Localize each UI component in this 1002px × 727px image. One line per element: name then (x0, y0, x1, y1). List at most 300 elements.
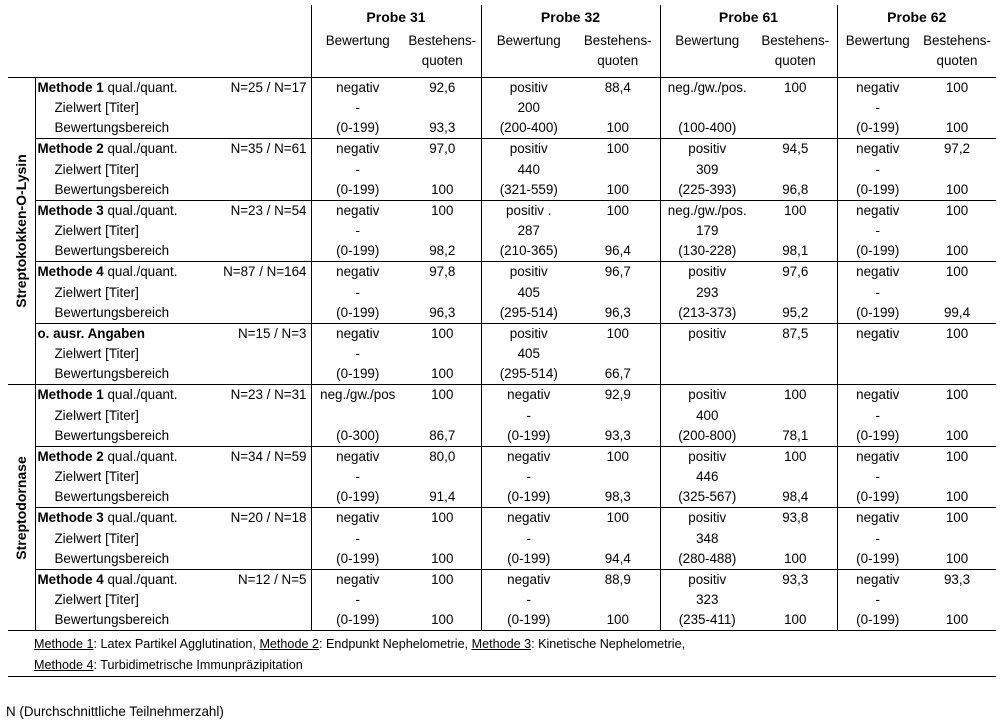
zielwert-value: - (875, 469, 880, 484)
zielwert-value: 323 (696, 592, 719, 607)
bestehensquote-value (576, 590, 660, 610)
table-row (8, 529, 996, 549)
probe-header: Probe 32 (481, 5, 660, 31)
bewertungsbereich-label: Bewertungsbereich (35, 610, 311, 631)
bestehensquote-value: 100 (918, 323, 996, 344)
table-row (8, 139, 996, 160)
bewertungsbereich-value: (0-199) (336, 612, 380, 627)
table-row (8, 487, 996, 508)
zielwert-value: - (355, 161, 360, 177)
method-name: Methode 3 (37, 510, 104, 525)
bestehensquote-value: 87,5 (754, 323, 837, 344)
bestehensquote-value: 100 (404, 508, 481, 529)
bestehensquote-value (918, 364, 996, 385)
bewertung-value: negativ (311, 323, 404, 344)
bestehensquote-value: 80,0 (404, 446, 481, 467)
bestehensquote-value: 98,3 (576, 487, 660, 508)
bewertungsbereich-value: (0-199) (856, 181, 900, 197)
bewertungsbereich-value: (0-199) (336, 550, 380, 566)
table-row (8, 180, 996, 201)
bestehensquote-value: 100 (404, 180, 481, 201)
zielwert-value: - (355, 223, 360, 238)
zielwert-value: - (875, 284, 880, 300)
method-name-cell (35, 446, 311, 467)
bewertung-value: negativ (837, 77, 918, 98)
bewertungsbereich-label: Bewertungsbereich (35, 180, 311, 201)
bewertung-value: positiv . (481, 200, 576, 221)
bewertung-value: negativ (311, 262, 404, 283)
table-row (8, 303, 996, 324)
participant-count: N=23 / N=31 (230, 387, 307, 402)
method-name-cell (35, 139, 311, 160)
bewertung-value: negativ (837, 323, 918, 344)
bestehensquote-value (576, 467, 660, 487)
bewertung-value: negativ (311, 508, 404, 529)
bestehensquote-value (576, 283, 660, 303)
participant-count: N=23 / N=54 (230, 202, 307, 218)
bestehensquote-value: 97,6 (754, 262, 837, 283)
bestehensquoten-line-1: Bestehens- (923, 33, 991, 48)
bestehensquote-value (754, 98, 837, 118)
method-qual: qual./quant. (107, 448, 178, 464)
table-row (8, 221, 996, 241)
bewertung-value: negativ (837, 385, 918, 406)
bestehensquote-value: 96,3 (576, 303, 660, 324)
zielwert-value: - (526, 592, 531, 607)
bewertung-header: Bewertung (845, 33, 910, 48)
table-row (8, 241, 996, 262)
bewertungsbereich-value: (0-199) (507, 489, 551, 504)
bestehensquote-value: 100 (918, 446, 996, 467)
bestehensquote-value: 100 (754, 77, 837, 98)
bestehensquote-value (754, 344, 837, 364)
bestehensquote-value (918, 529, 996, 549)
table-row (8, 98, 996, 118)
bewertungsbereich-value: (295-514) (499, 366, 558, 381)
method-legend-name: Methode 3 (471, 637, 532, 651)
bestehensquote-value: 93,3 (754, 569, 837, 590)
bewertungsbereich-value (660, 364, 754, 385)
bewertung-value: positiv (660, 385, 754, 406)
zielwert-value: - (526, 530, 531, 546)
bestehensquote-value: 100 (576, 118, 660, 139)
bewertung-value: neg./gw./pos. (660, 200, 754, 221)
bestehensquote-value (404, 283, 481, 303)
zielwert-label: Zielwert [Titer] (35, 590, 311, 610)
bestehensquote-value (576, 98, 660, 118)
method-legend-text: : Turbidimetrische Immunpräzipitation (93, 658, 303, 672)
bestehensquote-value: 100 (918, 508, 996, 529)
method-name: Methode 4 (37, 264, 104, 279)
bewertungsbereich-label: Bewertungsbereich (35, 487, 311, 508)
zielwert-label: Zielwert [Titer] (35, 98, 311, 118)
bewertung-value: negativ (311, 446, 404, 467)
bestehensquote-value (918, 406, 996, 426)
zielwert-label: Zielwert [Titer] (35, 160, 311, 180)
bestehensquote-value: 93,8 (754, 508, 837, 529)
method-name: Methode 2 (37, 141, 104, 156)
participant-count: N=25 / N=17 (230, 79, 307, 95)
probe-header: Probe 61 (660, 5, 837, 31)
bestehensquote-value: 100 (918, 200, 996, 221)
bestehensquote-value (918, 283, 996, 303)
bestehensquote-value (404, 98, 481, 118)
bestehensquote-value (754, 160, 837, 180)
method-name: Methode 4 (37, 571, 104, 587)
zielwert-value: - (875, 100, 880, 115)
table-row (8, 549, 996, 570)
bewertungsbereich-value: (213-373) (678, 304, 737, 320)
bestehensquoten-header (576, 31, 660, 77)
zielwert-value (660, 98, 754, 118)
bestehensquote-value: 100 (754, 549, 837, 570)
bewertungsbereich-value: (0-199) (336, 243, 380, 258)
bewertung-value: negativ (837, 200, 918, 221)
bestehensquote-value (404, 529, 481, 549)
bewertungsbereich-value: (0-199) (856, 120, 900, 135)
participant-count: N=87 / N=164 (223, 264, 307, 279)
bewertung-value: negativ (311, 200, 404, 221)
bestehensquote-value: 100 (576, 446, 660, 467)
participant-count: N=34 / N=59 (230, 448, 307, 464)
method-legend-text: : Kinetische Nephelometrie, (531, 637, 686, 651)
bestehensquote-value: 93,3 (404, 118, 481, 139)
bestehensquote-value: 100 (918, 385, 996, 406)
zielwert-value: 400 (696, 407, 719, 423)
bestehensquote-value (754, 221, 837, 241)
participant-count: N=15 / N=3 (238, 325, 307, 341)
bestehensquote-value (404, 467, 481, 487)
bestehensquote-value: 100 (404, 364, 481, 385)
zielwert-value (837, 344, 918, 364)
bewertung-value: positiv (660, 262, 754, 283)
bestehensquote-value (918, 98, 996, 118)
method-name-cell (35, 262, 311, 283)
bestehensquote-value (918, 467, 996, 487)
bestehensquote-value (754, 406, 837, 426)
table-row (8, 364, 996, 385)
bewertung-value: positiv (481, 77, 576, 98)
bestehensquote-value (576, 406, 660, 426)
bestehensquote-value (754, 529, 837, 549)
bestehensquote-value (918, 221, 996, 241)
bestehensquote-value: 100 (576, 180, 660, 201)
column-header-row (8, 31, 996, 77)
footnote-row (8, 655, 996, 677)
method-qual: qual./quant. (107, 571, 178, 587)
bestehensquote-value (754, 118, 837, 139)
zielwert-value: 405 (517, 284, 540, 300)
bestehensquoten-line-2: quoten (774, 53, 816, 68)
bewertung-header: Bewertung (325, 33, 390, 48)
bestehensquote-value: 93,3 (576, 426, 660, 447)
bestehensquote-value: 92,9 (576, 385, 660, 406)
zielwert-value: 309 (696, 161, 719, 177)
bestehensquote-value: 100 (945, 612, 969, 627)
bestehensquote-value: 97,0 (404, 139, 481, 160)
bewertung-value: negativ (311, 139, 404, 160)
bestehensquote-value: 86,7 (404, 426, 481, 447)
bestehensquote-value: 98,2 (404, 241, 481, 262)
bestehensquoten-header (918, 31, 996, 77)
bewertung-value: negativ (837, 262, 918, 283)
bestehensquote-value (404, 221, 481, 241)
zielwert-value: - (875, 530, 880, 546)
bewertungsbereich-value: (0-199) (856, 427, 900, 443)
bestehensquote-value (576, 529, 660, 549)
bestehensquote-value: 78,1 (754, 426, 837, 447)
category-label-text: Streptodornase (13, 455, 30, 560)
bewertungsbereich-value: (0-199) (856, 550, 900, 566)
bestehensquote-value: 100 (754, 610, 837, 631)
zielwert-value: - (875, 161, 880, 177)
bewertungsbereich-label: Bewertungsbereich (35, 364, 311, 385)
bewertung-value: negativ (837, 569, 918, 590)
bewertungsbereich-label: Bewertungsbereich (35, 426, 311, 447)
bewertung-value: neg./gw./pos. (660, 77, 754, 98)
bewertungsbereich-label: Bewertungsbereich (35, 549, 311, 570)
table-row (8, 385, 996, 406)
zielwert-value: 348 (696, 530, 719, 546)
zielwert-value: 405 (517, 346, 540, 361)
bestehensquote-value: 100 (945, 489, 969, 504)
method-legend-line-2 (8, 655, 996, 677)
method-name: Methode 1 (37, 387, 104, 402)
table-row (8, 77, 996, 98)
zielwert-value: - (875, 223, 880, 238)
bestehensquote-value: 100 (945, 181, 969, 197)
bewertung-value: neg./gw./pos (311, 385, 404, 406)
method-legend-line-1 (8, 631, 996, 656)
zielwert-value: 293 (696, 284, 719, 300)
table-row (8, 467, 996, 487)
zielwert-value (311, 406, 404, 426)
bestehensquote-value: 98,4 (754, 487, 837, 508)
bestehensquote-value: 100 (404, 569, 481, 590)
bestehensquoten-line-2: quoten (421, 53, 463, 68)
bewertung-value: positiv (660, 139, 754, 160)
method-name-cell (35, 569, 311, 590)
method-name: Methode 3 (37, 202, 104, 218)
method-qual: qual./quant. (107, 387, 178, 402)
bestehensquoten-line-1: Bestehens- (583, 33, 652, 48)
zielwert-label: Zielwert [Titer] (35, 406, 311, 426)
bestehensquote-value: 100 (918, 77, 996, 98)
bewertungsbereich-value (837, 364, 918, 385)
bestehensquote-value: 95,2 (754, 303, 837, 324)
method-name-cell (35, 77, 311, 98)
method-legend-name: Methode 1 (34, 637, 94, 651)
category-label (8, 77, 35, 385)
bewertungsbereich-value: (0-199) (336, 489, 380, 504)
method-legend-name: Methode 2 (259, 637, 319, 651)
bestehensquote-value: 100 (945, 427, 969, 443)
bewertungsbereich-value: (235-411) (678, 612, 736, 627)
bewertungsbereich-label: Bewertungsbereich (35, 303, 311, 324)
bestehensquote-value (918, 160, 996, 180)
bestehensquote-value (576, 160, 660, 180)
bestehensquoten-header (404, 31, 481, 77)
method-qual: qual./quant. (107, 202, 178, 218)
bestehensquote-value (754, 590, 837, 610)
bewertungsbereich-value: (0-199) (507, 550, 551, 566)
method-name-cell (35, 385, 311, 406)
bewertung-header: Bewertung (496, 33, 561, 48)
bewertungsbereich-value: (0-199) (507, 612, 551, 627)
bestehensquote-value: 91,4 (404, 487, 481, 508)
bestehensquoten-line-1: Bestehens- (761, 33, 830, 48)
bestehensquote-value: 100 (576, 508, 660, 529)
results-table (8, 5, 996, 677)
table-row (8, 508, 996, 529)
bewertung-value: positiv (660, 508, 754, 529)
bestehensquote-value: 96,8 (754, 180, 837, 201)
bewertungsbereich-value: (200-400) (499, 120, 558, 135)
bewertung-value: negativ (837, 139, 918, 160)
bestehensquote-value: 100 (576, 200, 660, 221)
method-name: Methode 1 (37, 79, 104, 95)
footnote-row (8, 631, 996, 656)
bestehensquote-value: 100 (576, 610, 660, 631)
zielwert-value: 200 (517, 100, 540, 115)
bestehensquote-value: 100 (404, 323, 481, 344)
bewertung-value: negativ (481, 446, 576, 467)
probe-header-row (8, 5, 996, 31)
bewertung-value: negativ (311, 77, 404, 98)
bestehensquote-value: 96,3 (404, 303, 481, 324)
bewertung-value: positiv (481, 262, 576, 283)
method-qual: qual./quant. (107, 141, 178, 156)
bewertungsbereich-value: (0-199) (336, 366, 380, 381)
bestehensquote-value: 99,4 (943, 304, 971, 320)
bewertung-value: negativ (837, 446, 918, 467)
bestehensquote-value (918, 590, 996, 610)
bewertung-value: negativ (311, 569, 404, 590)
bestehensquote-value: 100 (404, 610, 481, 631)
bestehensquote-value (404, 160, 481, 180)
zielwert-label: Zielwert [Titer] (35, 283, 311, 303)
bestehensquote-value (754, 364, 837, 385)
bestehensquote-value (754, 283, 837, 303)
table-row (8, 426, 996, 447)
bestehensquote-value: 94,4 (576, 549, 660, 570)
probe-header: Probe 62 (887, 9, 947, 25)
zielwert-value: - (355, 100, 360, 115)
zielwert-label: Zielwert [Titer] (35, 344, 311, 364)
bewertungsbereich-value: (130-228) (678, 243, 737, 258)
method-qual: qual./quant. (107, 264, 178, 279)
bestehensquote-value: 100 (404, 200, 481, 221)
bewertung-value: positiv (481, 139, 576, 160)
bewertung-value: positiv (660, 569, 754, 590)
bewertungsbereich-value: (200-800) (678, 427, 737, 443)
bewertungsbereich-value: (225-393) (678, 181, 737, 197)
method-name-cell (35, 200, 311, 221)
table-row (8, 406, 996, 426)
participant-count: N=12 / N=5 (238, 571, 307, 587)
zielwert-value: - (526, 469, 531, 484)
table-row (8, 160, 996, 180)
bewertungsbereich-value: (0-199) (336, 181, 380, 197)
zielwert-value: - (355, 592, 360, 607)
zielwert-value: - (355, 530, 360, 546)
method-name: o. ausr. Angaben (37, 325, 145, 341)
bestehensquote-value: 100 (945, 120, 969, 135)
bestehensquote-value: 100 (754, 200, 837, 221)
bewertung-value: positiv (660, 323, 754, 344)
bewertungsbereich-value: (210-365) (499, 243, 558, 258)
zielwert-value: 179 (696, 223, 719, 238)
table-row (8, 446, 996, 467)
bestehensquote-value: 94,5 (754, 139, 837, 160)
zielwert-label: Zielwert [Titer] (35, 221, 311, 241)
zielwert-value (660, 344, 754, 364)
bestehensquote-value: 100 (754, 385, 837, 406)
bestehensquote-value: 93,3 (918, 569, 996, 590)
bestehensquote-value: 96,7 (576, 262, 660, 283)
method-qual: qual./quant. (107, 510, 178, 525)
bewertungsbereich-value: (295-514) (499, 304, 558, 320)
table-row (8, 118, 996, 139)
method-legend-name: Methode 4 (34, 658, 94, 672)
bestehensquote-value: 100 (945, 550, 969, 566)
bestehensquote-value: 98,1 (754, 241, 837, 262)
bestehensquote-value (404, 406, 481, 426)
bestehensquote-value: 97,8 (404, 262, 481, 283)
bewertung-value: negativ (481, 508, 576, 529)
table-row (8, 323, 996, 344)
bestehensquote-value: 88,4 (576, 77, 660, 98)
table-row (8, 262, 996, 283)
bewertungsbereich-value: (0-199) (507, 427, 551, 443)
bestehensquote-value: 100 (404, 385, 481, 406)
bewertungsbereich-label: Bewertungsbereich (35, 241, 311, 262)
bestehensquoten-line-1: Bestehens- (408, 33, 477, 48)
bestehensquote-value: 97,2 (918, 139, 996, 160)
zielwert-value: - (355, 284, 360, 300)
bestehensquote-value (404, 590, 481, 610)
category-label (8, 385, 35, 631)
bestehensquote-value: 100 (918, 262, 996, 283)
zielwert-value: - (875, 407, 880, 423)
bewertung-value: positiv (660, 446, 754, 467)
zielwert-label: Zielwert [Titer] (35, 467, 311, 487)
bestehensquote-value (576, 344, 660, 364)
bestehensquote-value: 66,7 (576, 364, 660, 385)
bewertungsbereich-value: (0-199) (856, 612, 900, 627)
bestehensquote-value: 100 (754, 446, 837, 467)
bestehensquote-value: 100 (945, 243, 969, 258)
probe-header: Probe 31 (311, 5, 481, 31)
bestehensquoten-line-2: quoten (597, 53, 639, 68)
bewertungsbereich-value: (321-559) (499, 181, 558, 197)
n-footnote: N (Durchschnittliche Teilnehmerzahl) (6, 704, 224, 719)
bewertungsbereich-label: Bewertungsbereich (35, 118, 311, 139)
table-row (8, 590, 996, 610)
bewertungsbereich-value: (325-567) (678, 489, 737, 504)
bestehensquote-value: 88,9 (576, 569, 660, 590)
bestehensquote-value: 100 (404, 549, 481, 570)
zielwert-value: 287 (517, 223, 540, 238)
bewertung-header: Bewertung (675, 33, 740, 48)
bewertung-value: negativ (481, 569, 576, 590)
method-qual: qual./quant. (107, 79, 178, 95)
zielwert-value: - (526, 407, 531, 423)
bestehensquote-value (576, 221, 660, 241)
zielwert-value: 446 (696, 469, 719, 484)
participant-count: N=35 / N=61 (230, 141, 307, 156)
table-row (8, 200, 996, 221)
